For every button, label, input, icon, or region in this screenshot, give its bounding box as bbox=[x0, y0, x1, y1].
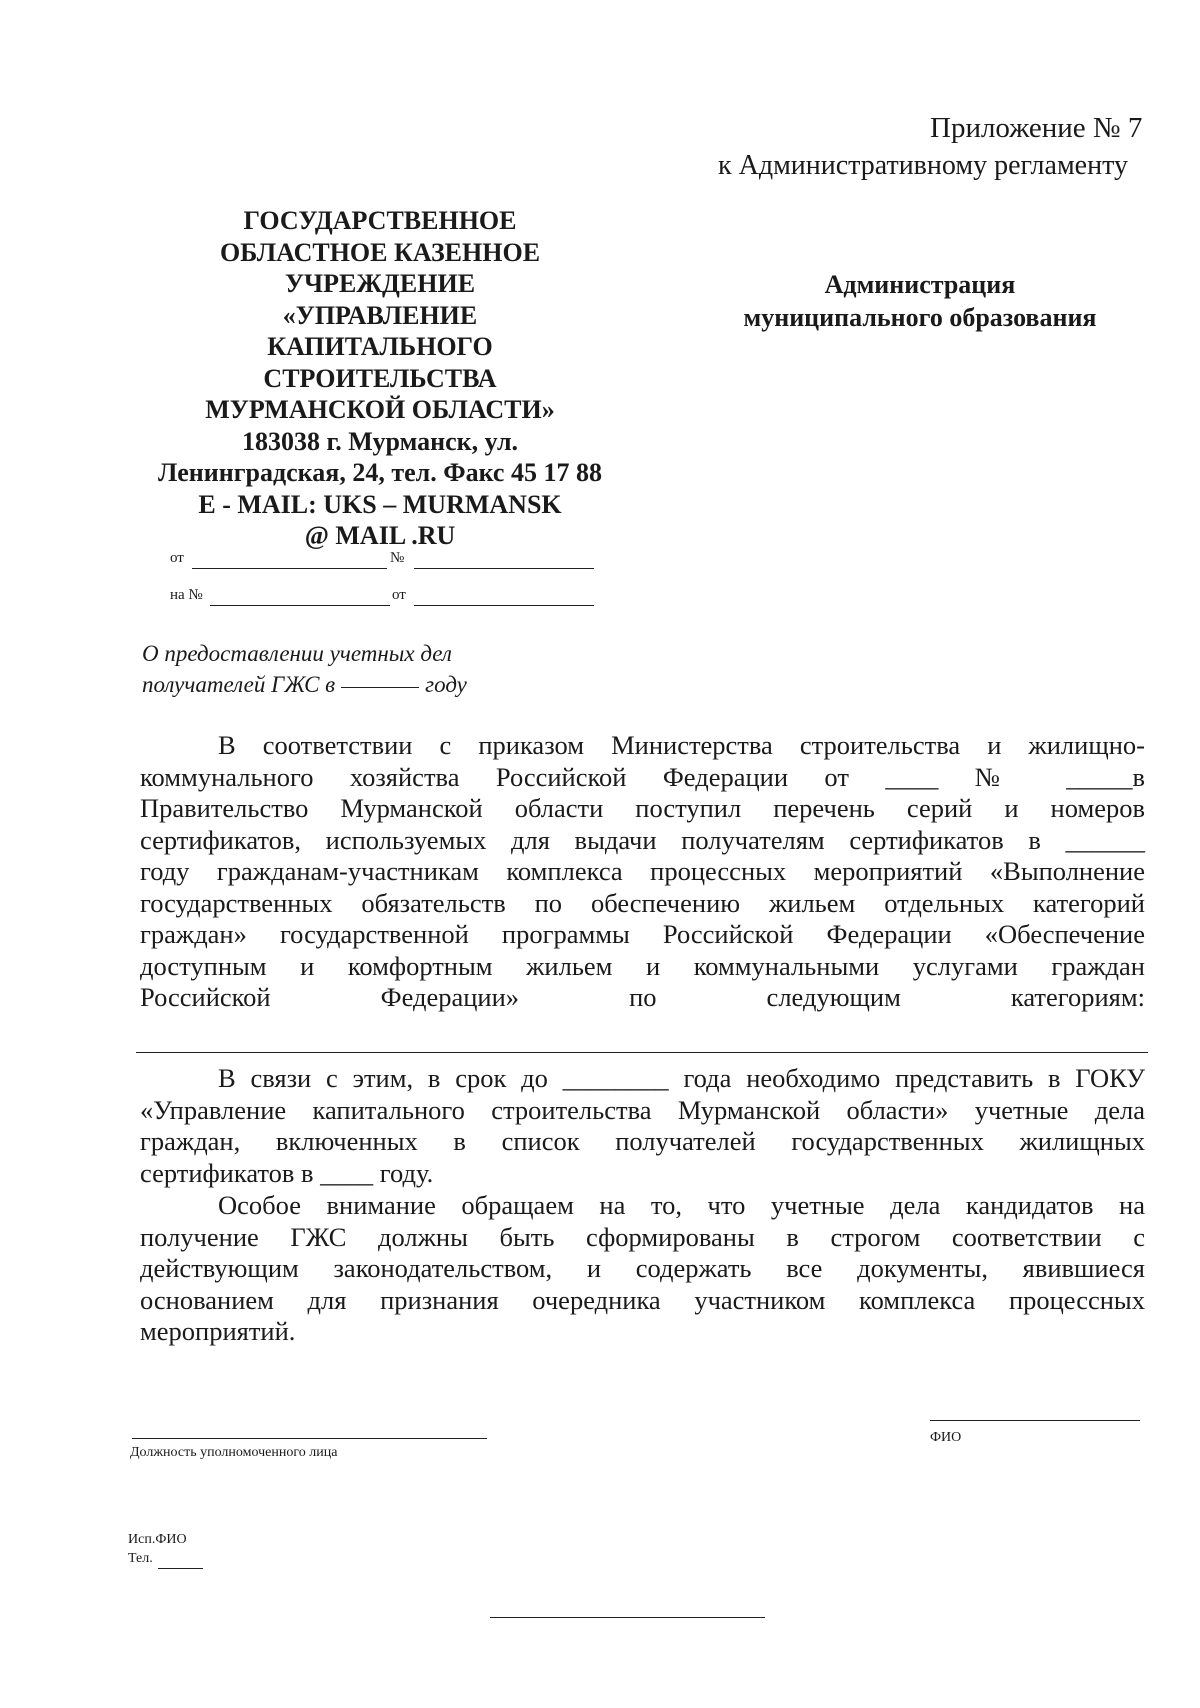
issuer-line: ОБЛАСТНОЕ КАЗЕННОЕ bbox=[219, 237, 541, 267]
paragraph-3 bbox=[140, 1190, 1145, 1348]
paragraph-2 bbox=[140, 1063, 1145, 1189]
ref-from-label: от bbox=[170, 550, 184, 566]
paragraph-line: «Управление капитального строительства Мурманской области» учетные дела bbox=[140, 1094, 1145, 1125]
issuer-line: КАПИТАЛЬНОГО bbox=[267, 332, 493, 361]
paragraph-line: сертификатов в ____ году. bbox=[140, 1157, 434, 1188]
paragraph-line: В связи с этим, в срок до ________ года необходимо представить в ГОКУ bbox=[218, 1063, 1145, 1093]
recipient-line: муниципального образования bbox=[743, 303, 1097, 332]
ref-date-line bbox=[192, 568, 387, 569]
fio-signature-line bbox=[930, 1420, 1140, 1421]
issuer-line: МУРМАНСКОЙ ОБЛАСТИ» bbox=[205, 395, 555, 424]
paragraph-line: Особое внимание обращаем на то, что учетные дела кандидатов на bbox=[218, 1190, 1145, 1220]
paragraph-line: доступным и комфортным жильем и коммунальными услугами граждан bbox=[140, 950, 1145, 981]
appendix-reference: к Административному регламенту bbox=[718, 150, 1128, 181]
paragraph-1 bbox=[140, 730, 1145, 1014]
issuer-line: Ленинградская, 24, тел. Факс 45 17 88 bbox=[158, 458, 602, 487]
paragraph-line: основанием для признания очередника участником комплекса процессных bbox=[140, 1284, 1145, 1315]
issuer-line: @ MAIL .RU bbox=[304, 521, 456, 550]
recipient-line: Администрация bbox=[824, 270, 1016, 299]
executor-name-label: Исп.ФИО bbox=[128, 1532, 187, 1547]
paragraph-line: Правительство Мурманской области поступил перечень серий и номеров bbox=[140, 793, 1145, 823]
ref-to-from-label: от bbox=[392, 587, 406, 603]
fio-label: ФИО bbox=[930, 1430, 962, 1445]
issuer-line: УЧРЕЖДЕНИЕ bbox=[284, 269, 476, 298]
issuer-block bbox=[140, 205, 620, 552]
issuer-line: «УПРАВЛЕНИЕ bbox=[282, 300, 478, 330]
position-label: Должность уполномоченного лица bbox=[130, 1445, 338, 1460]
subject-line-2: получателей ГЖС в году bbox=[142, 672, 467, 697]
issuer-line: ГОСУДАРСТВЕННОЕ bbox=[243, 206, 517, 235]
bottom-rule bbox=[490, 1617, 765, 1618]
paragraph-line: В соответствии с приказом Министерства строительства и жилищно- bbox=[218, 730, 1145, 760]
paragraph-line: мероприятий. bbox=[140, 1316, 296, 1346]
paragraph-line: коммунального хозяйства Российской Федерации от ____ № _____в bbox=[140, 761, 1145, 792]
issuer-line: 183038 г. Мурманск, ул. bbox=[241, 426, 519, 456]
paragraph-line: получение ГЖС должны быть сформированы в строгом соответствии с bbox=[140, 1221, 1145, 1252]
paragraph-line: Российской Федерации» по следующим категориям: bbox=[140, 982, 1145, 1012]
issuer-line: E - MAIL: UKS – MURMANSK bbox=[198, 489, 562, 519]
ref-number-label: № bbox=[390, 550, 405, 566]
ref-number-line bbox=[414, 568, 594, 569]
executor-phone-label: Тел. bbox=[128, 1551, 153, 1566]
ref-to-date-line bbox=[414, 605, 594, 606]
paragraph-line: граждан» государственной программы Российской Федерации «Обеспечение bbox=[140, 919, 1145, 949]
paragraph-line: государственных обязательств по обеспечению жильем отдельных категорий bbox=[140, 887, 1145, 918]
position-signature-line bbox=[132, 1438, 487, 1439]
categories-fill-line bbox=[136, 1052, 1148, 1053]
paragraph-line: сертификатов, используемых для выдачи получателям сертификатов в ______ bbox=[140, 824, 1145, 855]
paragraph-line: году гражданам-участникам комплекса процессных мероприятий «Выполнение bbox=[140, 856, 1145, 886]
appendix-number: Приложение № 7 bbox=[930, 112, 1143, 144]
ref-to-number-label: на № bbox=[170, 587, 203, 603]
subject-line-1: О предоставлении учетных дел bbox=[142, 641, 452, 666]
ref-to-number-line bbox=[210, 605, 390, 606]
paragraph-line: граждан, включенных в список получателей государственных жилищных bbox=[140, 1126, 1145, 1156]
subject bbox=[142, 638, 467, 700]
paragraph-line: действующим законодательством, и содержать все документы, явившиеся bbox=[140, 1253, 1145, 1283]
issuer-line: СТРОИТЕЛЬСТВА bbox=[263, 363, 497, 393]
executor-phone-line bbox=[158, 1568, 203, 1569]
recipient-block bbox=[705, 268, 1135, 334]
